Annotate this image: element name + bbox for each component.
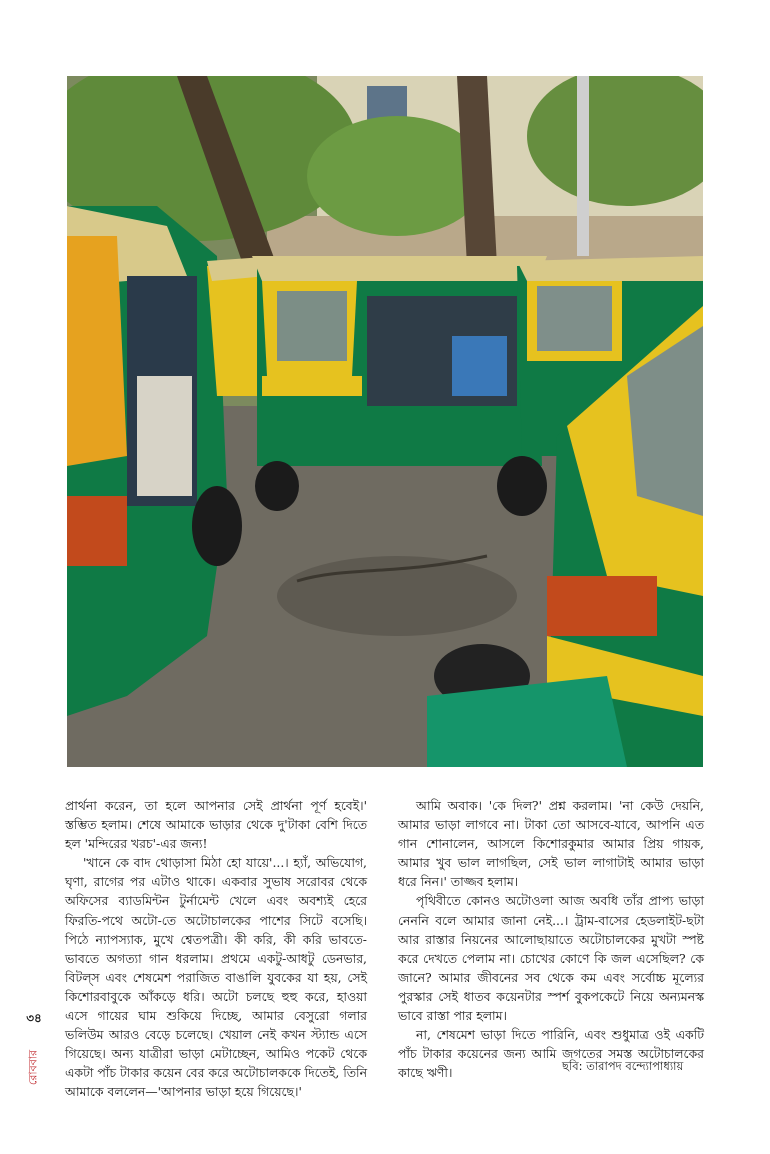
article-paragraph: প্রার্থনা করেন, তা হলে আপনার সেই প্রার্থনা পূর্ণ হবেই।' স্তম্ভিত হলাম। শেষে আমাকে ভাড়ার থেকে দু'টাকা বেশি দিতে হল 'মন্দিরের খরচ'-এর জন্য! [65, 798, 367, 852]
page-folio [24, 1010, 44, 1100]
article-paragraph: 'খানে কে বাদ থোড়াসা মিঠা হো যায়ে'...। হ্যাঁ, অভিযোগ, ঘৃণা, রাগের পর এটাও থাকে। একবার সুভাষ সরোবর থেকে অফিসের ব্যাডমিন্টন টুর্নামেন্ট খেলে এবং অবশ্যই হেরে ফিরতি-পথে অটো-তে অটোচালকের পাশের সিটে বসেছি। পিঠে ন্যাপস্যাক, মুখে শ্বেতপত্রী। কী করি, কী করি ভাবতে-ভাবতে অগত্যা গান ধরলাম। প্রথমে একটু-আধটু ডেনভার, বিটল্স এবং শেষমেশ পরাজিত বাঙালি যুবকের যা হয়, সেই কিশোরবাবুকে আঁকড়ে ধরি। অটো চলছে হুহু করে, হাওয়া এসে গায়ের ঘাম শুকিয়ে দিচ্ছে, আমার বেসুরো গলার ভলিউম আরও বেড়ে চলেছে। খেয়াল নেই কখন স্ট্যান্ড এসে গিয়েছে। অন্য যাত্রীরা ভাড়া মেটাচ্ছেন, আমিও পকেট থেকে একটা পাঁচ টাকার কয়েন বের করে অটোচালককে দিতেই, তিনি আমাকে বললেন—'আপনার ভাড়া হয়ে গিয়েছে।' [65, 855, 367, 1100]
photo-credit: ছবি: তারাপদ বন্দ্যোপাধ্যায় [562, 1059, 684, 1073]
auto-rickshaw-photo [67, 76, 703, 767]
page-number: ৩৪ [26, 1011, 42, 1025]
article-paragraph: আমি অবাক। 'কে দিল?' প্রশ্ন করলাম। 'না কেউ দেয়নি, আমার ভাড়া লাগবে না। টাকা তো আসবে-যাবে, আপনি এত গান শোনালেন, আসলে কিশোরকুমার আমার প্রিয় গায়ক, আমার খুব ভাল লাগছিল, সেই ভাল লাগাটাই আমার ভাড়া ধরে নিন।' তাজ্জব হলাম। [398, 798, 704, 890]
article-paragraph: না, শেষমেশ ভাড়া দিতে পারিনি, এবং শুধুমাত্র ওই একটি পাঁচ টাকার কয়েনের জন্য আমি জগতের সমস্ত অটোচালকের কাছে ঋণী। [398, 1027, 704, 1081]
article-paragraph: পৃথিবীতে কোনও অটোওলা আজ অবধি তাঁর প্রাপ্য ভাড়া নেননি বলে আমার জানা নেই...। ট্রাম-বাসের হেডলাইট-ছটা আর রাস্তার নিয়নের আলোছায়াতে অটোচালকের মুখটা স্পষ্ট করে দেখতে পেলাম না। চোখের কোণে কি জল এসেছিল? কে জানে? আমার জীবনের সব থেকে কম এবং সর্বোচ্চ মূল্যের পুরস্কার সেই ধাতব কয়েনটার স্পর্শ বুকপকেটে নিয়ে অন্যমনস্ক ভাবে রাস্তা পার হলাম। [398, 893, 704, 1024]
article-column-left [65, 796, 367, 1102]
magazine-name: রোববার [26, 1049, 40, 1086]
article-column-right [398, 796, 704, 1082]
article-photo [67, 76, 703, 767]
